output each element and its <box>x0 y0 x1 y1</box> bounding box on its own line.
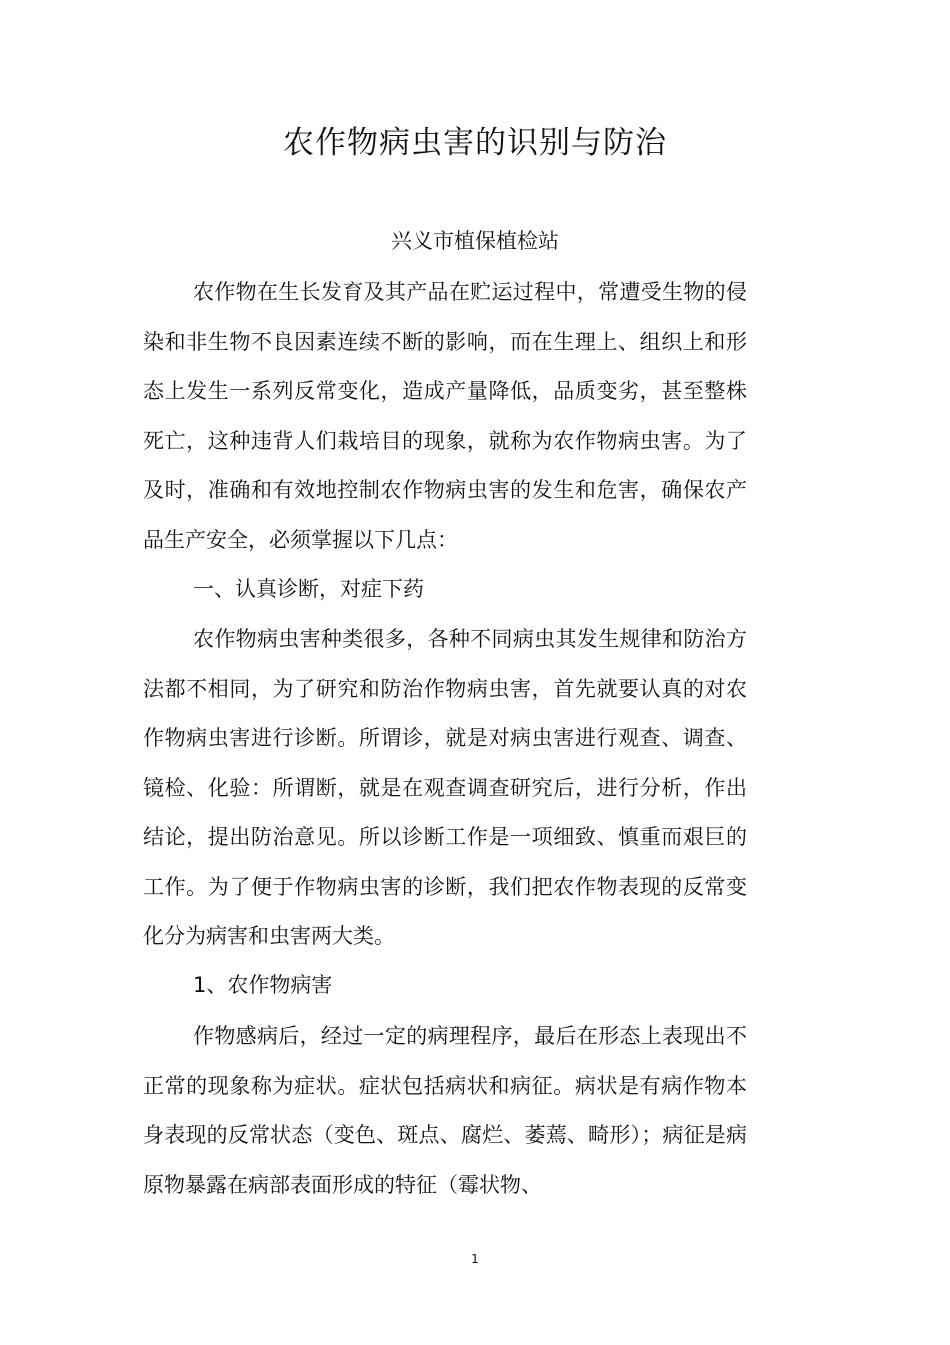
paragraph-symptoms: 作物感病后，经过一定的病理程序，最后在形态上表现出不正常的现象称为症状。症状包括病状和病征。病状是有病作物本身表现的反常状态（变色、斑点、腐烂、萎蔫、畸形）；病征是病原物暴露在病部表面形成的特征（霉状物、 <box>143 1024 747 1197</box>
paragraph-diagnosis: 农作物病虫害种类很多，各种不同病虫其发生规律和防治方法都不相同，为了研究和防治作物病虫害，首先就要认真的对农作物病虫害进行诊断。所谓诊，就是对病虫害进行观查、调查、镜检、化验：所谓断，就是在观查调查研究后，进行分析，作出结论，提出防治意见。所以诊断工作是一项细致、慎重而艰巨的工作。为了便于作物病虫害的诊断，我们把农作物表现的反常变化分为病害和虫害两大类。 <box>143 627 747 948</box>
page-number: 1 <box>471 1252 479 1266</box>
section-heading-diagnosis: 一、认真诊断，对症下药 <box>193 577 424 601</box>
paragraph-intro: 农作物在生长发育及其产品在贮运过程中，常遭受生物的侵染和非生物不良因素连续不断的影响，而在生理上、组织上和形态上发生一系列反常变化，造成产量降低，品质变劣，甚至整株死亡，这种违背人们栽培目的现象，就称为农作物病虫害。为了及时，准确和有效地控制农作物病虫害的发生和危害，确保农产品生产安全，必须掌握以下几点： <box>143 280 747 552</box>
subsection-heading-crop-disease: 1、农作物病害 <box>193 973 333 997</box>
document-title: 农作物病虫害的识别与防治 <box>283 125 667 161</box>
document-author: 兴义市植保植检站 <box>391 229 559 253</box>
